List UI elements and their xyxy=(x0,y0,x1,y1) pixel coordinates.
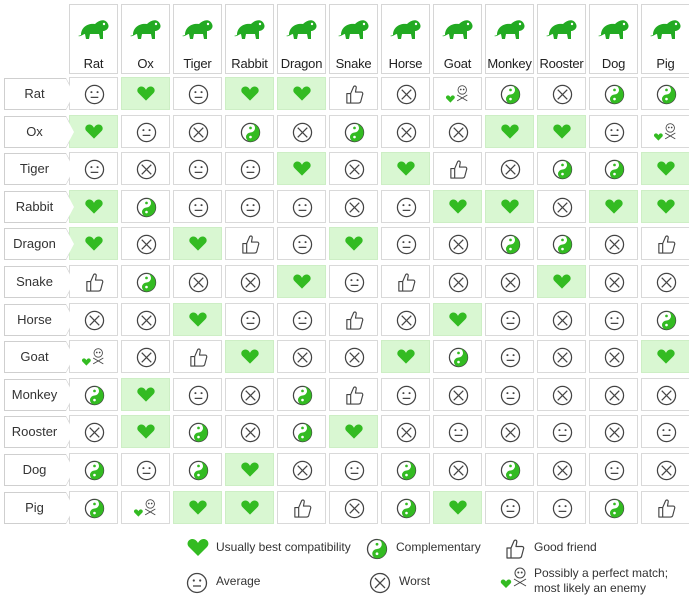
matrix-cell xyxy=(485,415,534,448)
row-header-monkey xyxy=(4,379,66,411)
matrix-cell xyxy=(225,453,274,486)
column-header-ox xyxy=(121,4,170,74)
matrix-cell xyxy=(69,415,118,448)
matrix-cell xyxy=(641,190,689,223)
heart-icon xyxy=(186,538,210,558)
legend-friend xyxy=(504,538,624,560)
matrix-cell xyxy=(641,227,689,260)
matrix-cell xyxy=(329,415,378,448)
matrix-cell xyxy=(641,340,689,373)
matrix-cell xyxy=(381,378,430,411)
matrix-cell xyxy=(277,453,326,486)
column-header-dog xyxy=(589,4,638,74)
row-header-label: Horse xyxy=(17,311,52,327)
matrix-cell xyxy=(329,227,378,260)
matrix-cell xyxy=(277,77,326,110)
matrix-cell xyxy=(589,227,638,260)
column-header-monkey xyxy=(485,4,534,74)
matrix-cell xyxy=(173,227,222,260)
matrix-cell xyxy=(277,415,326,448)
matrix-cell xyxy=(173,378,222,411)
column-header-label: Ox xyxy=(137,56,154,71)
column-header-rooster xyxy=(537,4,586,74)
matrix-cell xyxy=(589,378,638,411)
legend-worst-text: Worst xyxy=(399,574,431,588)
matrix-cell xyxy=(121,265,170,298)
matrix-cell xyxy=(433,453,482,486)
matrix-cell xyxy=(121,303,170,336)
legend-friend-text: Good friend xyxy=(534,540,597,554)
matrix-cell xyxy=(173,265,222,298)
matrix-cell xyxy=(537,190,586,223)
matrix-cell xyxy=(485,453,534,486)
matrix-cell xyxy=(589,115,638,148)
matrix-cell xyxy=(641,491,689,524)
matrix-cell xyxy=(173,415,222,448)
matrix-cell xyxy=(121,152,170,185)
matrix-cell xyxy=(485,190,534,223)
matrix-cell xyxy=(589,340,638,373)
smiley-icon xyxy=(186,572,208,594)
matrix-cell xyxy=(225,340,274,373)
row-header-goat xyxy=(4,341,66,373)
matrix-cell xyxy=(329,152,378,185)
matrix-cell xyxy=(69,77,118,110)
column-header-rat xyxy=(69,4,118,74)
matrix-cell xyxy=(433,378,482,411)
matrix-cell xyxy=(69,491,118,524)
matrix-cell xyxy=(433,227,482,260)
row-header-label: Dragon xyxy=(13,236,56,252)
row-header-rooster xyxy=(4,416,66,448)
matrix-cell xyxy=(433,265,482,298)
row-header-rat xyxy=(4,78,66,110)
matrix-cell xyxy=(433,190,482,223)
matrix-cell xyxy=(225,415,274,448)
matrix-cell xyxy=(589,453,638,486)
matrix-cell xyxy=(641,378,689,411)
matrix-cell xyxy=(225,265,274,298)
matrix-cell xyxy=(641,303,689,336)
legend-worst xyxy=(369,572,459,594)
row-header-label: Dog xyxy=(22,462,47,477)
column-header-dragon xyxy=(277,4,326,74)
matrix-cell xyxy=(173,77,222,110)
row-header-label: Monkey xyxy=(11,386,58,402)
matrix-cell xyxy=(433,491,482,524)
legend-complementary-text: Complementary xyxy=(396,540,481,554)
row-header-label: Ox xyxy=(26,123,43,139)
row-header-label: Rooster xyxy=(11,424,58,440)
matrix-cell xyxy=(329,303,378,336)
matrix-cell xyxy=(121,227,170,260)
matrix-cell xyxy=(433,303,482,336)
matrix-cell xyxy=(381,227,430,260)
row-header-label: Snake xyxy=(16,274,53,289)
matrix-cell xyxy=(173,190,222,223)
matrix-cell xyxy=(277,115,326,148)
matrix-cell xyxy=(537,340,586,373)
row-header-label: Rat xyxy=(24,86,45,101)
matrix-cell xyxy=(329,453,378,486)
matrix-cell xyxy=(433,77,482,110)
matrix-cell xyxy=(277,491,326,524)
matrix-cell xyxy=(641,265,689,298)
matrix-cell xyxy=(589,415,638,448)
matrix-cell xyxy=(537,491,586,524)
matrix-cell xyxy=(641,77,689,110)
matrix-cell xyxy=(537,152,586,185)
legend-complementary xyxy=(366,538,506,560)
matrix-cell xyxy=(69,453,118,486)
matrix-cell xyxy=(537,378,586,411)
matrix-cell xyxy=(173,115,222,148)
matrix-cell xyxy=(329,77,378,110)
matrix-cell xyxy=(485,115,534,148)
row-header-snake xyxy=(4,266,66,298)
column-header-label: Rooster xyxy=(539,56,584,71)
matrix-cell xyxy=(121,115,170,148)
matrix-cell xyxy=(381,415,430,448)
yin-yang-icon xyxy=(366,538,388,560)
matrix-cell xyxy=(329,190,378,223)
matrix-cell xyxy=(277,303,326,336)
matrix-cell xyxy=(329,340,378,373)
matrix-cell xyxy=(277,190,326,223)
matrix-cell xyxy=(225,152,274,185)
legend-perfect-enemy-text: Possibly a perfect match; most likely an enemy xyxy=(534,566,669,595)
column-header-label: Rat xyxy=(83,56,104,71)
matrix-cell xyxy=(381,491,430,524)
matrix-cell xyxy=(589,265,638,298)
matrix-cell xyxy=(225,491,274,524)
column-header-label: Snake xyxy=(335,56,372,71)
matrix-cell xyxy=(381,152,430,185)
matrix-cell xyxy=(641,115,689,148)
matrix-cell xyxy=(589,491,638,524)
row-header-label: Rabbit xyxy=(15,198,54,214)
matrix-cell xyxy=(537,303,586,336)
matrix-cell xyxy=(225,77,274,110)
legend-average-text: Average xyxy=(216,574,261,588)
thumbs-up-icon xyxy=(504,538,526,560)
matrix-cell xyxy=(589,152,638,185)
row-header-rabbit xyxy=(4,191,66,223)
matrix-cell xyxy=(485,491,534,524)
matrix-cell xyxy=(277,378,326,411)
matrix-cell xyxy=(537,415,586,448)
matrix-cell xyxy=(121,77,170,110)
matrix-cell xyxy=(225,303,274,336)
matrix-cell xyxy=(69,378,118,411)
matrix-cell xyxy=(69,152,118,185)
matrix-cell xyxy=(589,303,638,336)
matrix-cell xyxy=(225,227,274,260)
matrix-cell xyxy=(121,378,170,411)
row-header-pig xyxy=(4,492,66,524)
matrix-cell xyxy=(537,77,586,110)
matrix-cell xyxy=(381,265,430,298)
matrix-cell xyxy=(537,227,586,260)
matrix-cell xyxy=(173,340,222,373)
matrix-cell xyxy=(225,378,274,411)
matrix-cell xyxy=(433,115,482,148)
matrix-cell xyxy=(433,415,482,448)
column-header-label: Pig xyxy=(656,56,675,71)
matrix-cell xyxy=(381,453,430,486)
matrix-cell xyxy=(69,190,118,223)
column-header-tiger xyxy=(173,4,222,74)
column-header-label: Goat xyxy=(443,56,472,71)
legend-best-text: Usually best compatibility xyxy=(216,540,351,554)
matrix-cell xyxy=(69,340,118,373)
column-header-snake xyxy=(329,4,378,74)
matrix-cell xyxy=(121,190,170,223)
matrix-cell xyxy=(485,152,534,185)
matrix-cell xyxy=(589,190,638,223)
row-header-horse xyxy=(4,304,66,336)
matrix-cell xyxy=(485,303,534,336)
matrix-cell xyxy=(485,265,534,298)
matrix-cell xyxy=(173,303,222,336)
heart-skull-icon xyxy=(500,566,530,592)
x-circle-icon xyxy=(369,572,391,594)
matrix-cell xyxy=(485,340,534,373)
column-header-pig xyxy=(641,4,689,74)
matrix-cell xyxy=(329,265,378,298)
matrix-cell xyxy=(485,227,534,260)
matrix-cell xyxy=(537,453,586,486)
matrix-cell xyxy=(69,227,118,260)
row-header-dog xyxy=(4,454,66,486)
matrix-cell xyxy=(381,190,430,223)
column-header-label: Dragon xyxy=(280,56,323,71)
column-header-label: Dog xyxy=(601,56,626,71)
column-header-horse xyxy=(381,4,430,74)
row-header-label: Goat xyxy=(20,349,49,365)
row-header-label: Tiger xyxy=(19,161,50,177)
legend-best xyxy=(186,538,376,560)
matrix-cell xyxy=(121,415,170,448)
column-header-label: Tiger xyxy=(183,56,212,71)
matrix-cell xyxy=(121,453,170,486)
matrix-cell xyxy=(329,115,378,148)
matrix-cell xyxy=(277,265,326,298)
matrix-cell xyxy=(173,453,222,486)
legend-perfect-enemy xyxy=(500,566,688,598)
matrix-cell xyxy=(277,340,326,373)
matrix-cell xyxy=(225,115,274,148)
matrix-cell xyxy=(381,340,430,373)
matrix-cell xyxy=(329,378,378,411)
matrix-cell xyxy=(381,115,430,148)
matrix-cell xyxy=(641,453,689,486)
matrix-cell xyxy=(173,491,222,524)
column-header-label: Monkey xyxy=(487,56,532,71)
matrix-cell xyxy=(277,152,326,185)
column-header-label: Horse xyxy=(388,56,423,71)
matrix-cell xyxy=(485,77,534,110)
matrix-cell xyxy=(381,303,430,336)
row-header-dragon xyxy=(4,228,66,260)
matrix-cell xyxy=(433,340,482,373)
column-header-goat xyxy=(433,4,482,74)
matrix-cell xyxy=(121,491,170,524)
matrix-cell xyxy=(537,265,586,298)
legend-average xyxy=(186,572,296,594)
matrix-cell xyxy=(641,415,689,448)
matrix-cell xyxy=(641,152,689,185)
row-header-tiger xyxy=(4,153,66,185)
matrix-cell xyxy=(589,77,638,110)
matrix-cell xyxy=(121,340,170,373)
matrix-cell xyxy=(537,115,586,148)
matrix-cell xyxy=(277,227,326,260)
matrix-cell xyxy=(433,152,482,185)
matrix-cell xyxy=(173,152,222,185)
column-header-rabbit xyxy=(225,4,274,74)
matrix-cell xyxy=(69,115,118,148)
matrix-cell xyxy=(329,491,378,524)
column-header-label: Rabbit xyxy=(231,56,268,71)
matrix-cell xyxy=(69,265,118,298)
row-header-ox xyxy=(4,116,66,148)
row-header-label: Pig xyxy=(25,499,44,515)
matrix-cell xyxy=(381,77,430,110)
matrix-cell xyxy=(69,303,118,336)
matrix-cell xyxy=(485,378,534,411)
matrix-cell xyxy=(225,190,274,223)
